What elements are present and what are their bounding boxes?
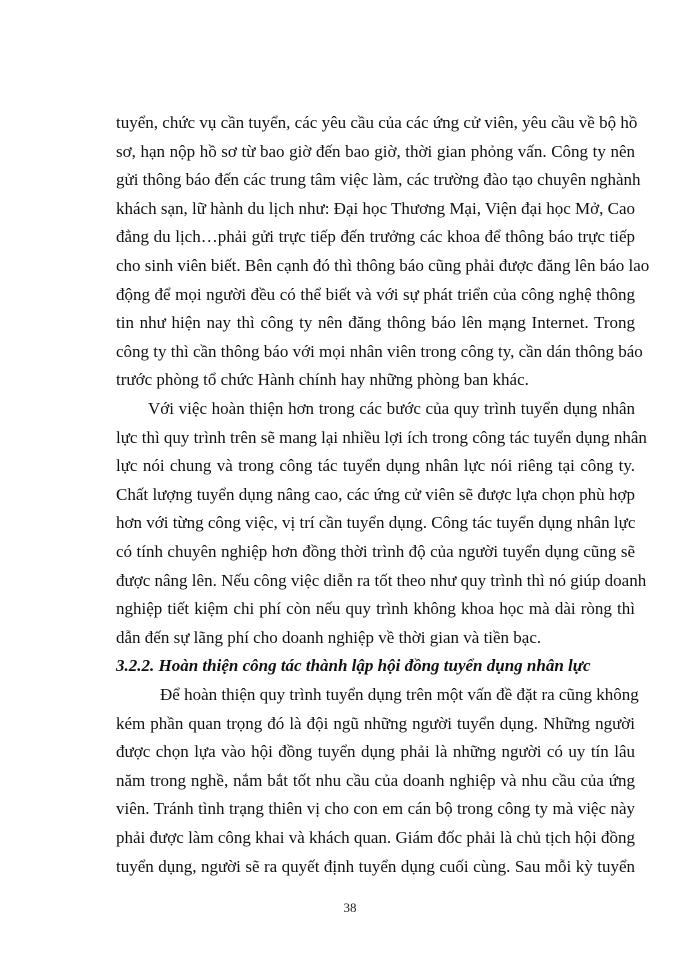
paragraph-2-line: Chất lượng tuyển dụng nâng cao, các ứng cử viên sẽ được lựa chọn phù hợp xyxy=(116,485,635,504)
paragraph-2-line: nghiệp tiết kiệm chi phí còn nếu quy trình không khoa học mà dài ròng thì xyxy=(116,599,635,618)
paragraph-3-line: phải được làm công khai và khách quan. Giám đốc phải là chủ tịch hội đồng xyxy=(116,828,635,847)
paragraph-2-line: có tính chuyên nghiệp hơn đồng thời trình độ của người tuyển dụng cũng sẽ xyxy=(116,542,635,561)
paragraph-1-line: tuyển, chức vụ cần tuyển, các yêu cầu của các ứng cử viên, yêu cầu về bộ hồ xyxy=(116,113,638,132)
paragraph-2-line: lực nói chung và trong công tác tuyển dụng nhân lực nói riêng tại công ty. xyxy=(116,456,635,475)
paragraph-2-line: lực thì quy trình trên sẽ mang lại nhiều lợi ích trong công tác tuyển dụng nhân xyxy=(116,428,647,447)
paragraph-2-line: Với việc hoàn thiện hơn trong các bước của quy trình tuyển dụng nhân xyxy=(148,399,635,418)
paragraph-3-line: được chọn lựa vào hội đồng tuyển dụng phải là những người có uy tín lâu xyxy=(116,742,635,761)
paragraph-1-line: động để mọi người đều có thể biết và với sự phát triển của công nghệ thông xyxy=(116,285,635,304)
paragraph-1-line: sơ, hạn nộp hồ sơ từ bao giờ đến bao giờ, thời gian phỏng vấn. Công ty nên xyxy=(116,142,635,161)
paragraph-2-line: dẫn đến sự lãng phí cho doanh nghiệp về thời gian và tiền bạc. xyxy=(116,628,542,647)
page-number: 38 xyxy=(343,900,357,915)
section-heading: 3.2.2. Hoàn thiện công tác thành lập hội đồng tuyển dụng nhân lực xyxy=(116,656,591,675)
paragraph-1-line: khách sạn, lữ hành du lịch như: Đại học Thương Mại, Viện đại học Mở, Cao xyxy=(116,199,635,218)
paragraph-1-line: trước phòng tổ chức Hành chính hay những phòng ban khác. xyxy=(116,370,529,389)
paragraph-2-line: được nâng lên. Nếu công việc diễn ra tốt theo như quy trình thì nó giúp doanh xyxy=(116,571,647,590)
paragraph-1-line: cho sinh viên biết. Bên cạnh đó thì thông báo cũng phải được đăng lên báo lao xyxy=(116,256,650,275)
paragraph-1-line: tin như hiện nay thì công ty nên đăng thông báo lên mạng Internet. Trong xyxy=(116,313,635,332)
paragraph-3-line: tuyển dụng, người sẽ ra quyết định tuyển dụng cuối cùng. Sau mỗi kỳ tuyển xyxy=(116,857,635,876)
paragraph-1-line: gửi thông báo đến các trung tâm việc làm, các trường đào tạo chuyên nghành xyxy=(116,170,641,189)
paragraph-3-line: năm trong nghề, nắm bắt tốt nhu cầu của doanh nghiệp và nhu cầu của ứng xyxy=(116,771,635,790)
paragraph-3-line: viên. Tránh tình trạng thiên vị cho con em cán bộ trong công ty mà việc này xyxy=(116,799,635,818)
paragraph-3-line: Để hoàn thiện quy trình tuyển dụng trên một vấn đề đặt ra cũng không xyxy=(160,685,639,704)
paragraph-3-line: kém phần quan trọng đó là đội ngũ những người tuyển dụng. Những người xyxy=(116,714,635,733)
paragraph-1-line: công ty thì cần thông báo với mọi nhân viên trong công ty, cần dán thông báo xyxy=(116,342,643,361)
paragraph-1-line: đẳng du lịch…phải gửi trực tiếp đến trưởng các khoa để thông báo trực tiếp xyxy=(116,227,635,246)
paragraph-2-line: hơn với từng công việc, vị trí cần tuyển dụng. Công tác tuyển dụng nhân lực xyxy=(116,513,636,532)
